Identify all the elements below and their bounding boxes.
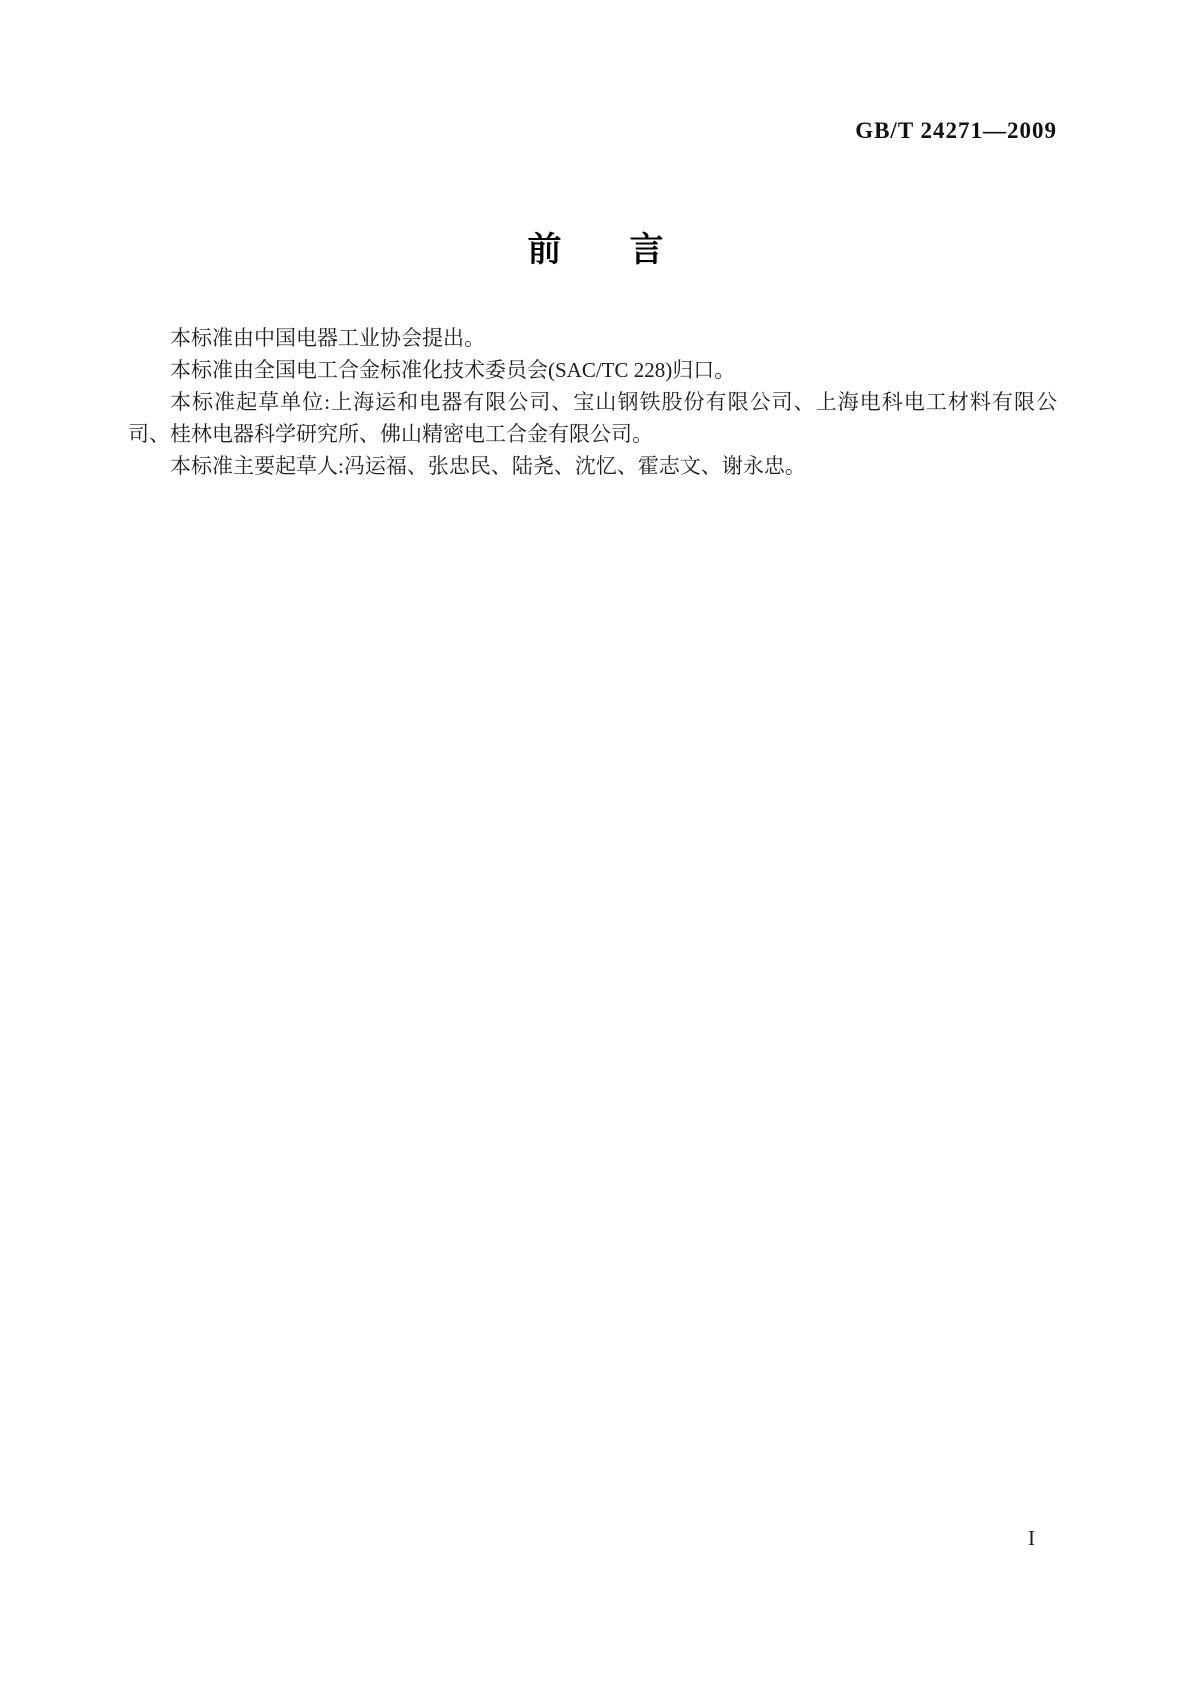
foreword-body [128,322,1057,482]
foreword-paragraph: 本标准由全国电工合金标准化技术委员会(SAC/TC 228)归口。 [170,358,736,382]
foreword-paragraph: 本标准起草单位:上海运和电器有限公司、宝山钢铁股份有限公司、上海电科电工材料有限公司、桂林电器科学研究所、佛山精密电工合金有限公司。 [128,390,1057,446]
foreword-paragraph: 本标准主要起草人:冯运福、张忠民、陆尧、沈忆、霍志文、谢永忠。 [170,454,806,478]
standard-code-header: GB/T 24271—2009 [855,118,1057,143]
page-number: I [1028,1526,1035,1550]
page-title: 前 言 [527,231,664,269]
foreword-paragraph: 本标准由中国电器工业协会提出。 [170,326,485,350]
